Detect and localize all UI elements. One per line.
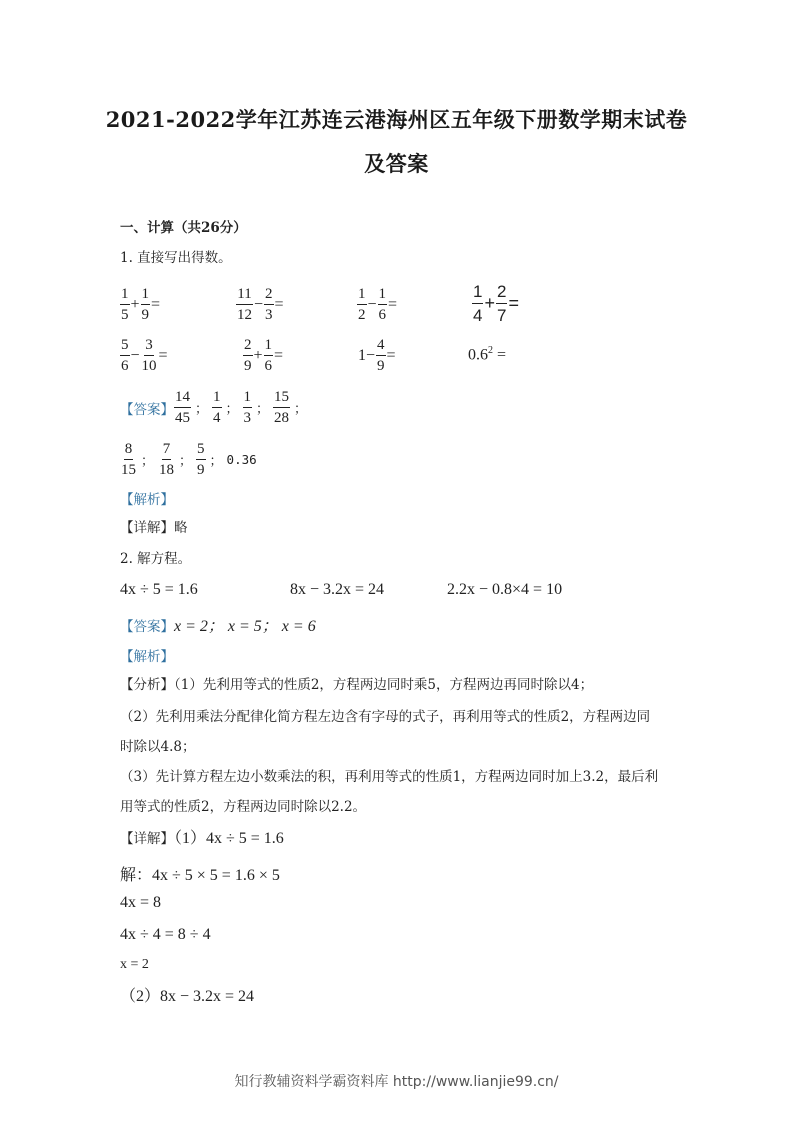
expr-1-2: $\frac{11}{12}$ − $\frac{2}{3}$ = [237,286,284,323]
fraction: $\frac{11}{12}$ [237,286,252,323]
expr-1-1: $\frac{1}{5}$ + $\frac{1}{9}$ = [121,286,161,323]
fenxi-line-3a: （3）先计算方程左边小数乘法的积，再利用等式的性质1，方程两边同时加上3.2，最后利 [120,769,659,785]
answer-fraction: $\frac{14}{45}$ [175,389,190,426]
answer-fraction: $\frac{5}{9}$ [197,441,205,478]
solution-step-2: 4x = 8 [120,894,162,911]
answer-line-1: 【答案】 $\frac{14}{45}$ ； $\frac{1}{4}$ ； $\frac{1}{3}$ ； $\frac{15}{28}$ ； [120,389,308,426]
fraction: $\frac{1}{5}$ [121,286,129,323]
page-title: 2021-2022学年江苏连云港海州区五年级下册数学期末试卷 [105,107,688,132]
answer-fraction: $\frac{15}{28}$ [274,389,290,426]
expr-2-1: $\frac{5}{6}$ − $\frac{3}{10}$ = [121,337,168,374]
fraction: $\frac{1}{6}$ [264,337,273,374]
detail-line-q2: 【详解】（1）4x ÷ 5 = 1.6 [120,830,284,847]
solution-step-1: 解：4x ÷ 5 × 5 = 1.6 × 5 [120,867,280,884]
fraction: $\frac{2}{9}$ [244,337,252,374]
solution-step-3: 4x ÷ 4 = 8 ÷ 4 [120,926,211,943]
page-title-line2: 及答案 [364,151,429,176]
analysis-tag: 【解析】 [120,649,174,665]
footer-link[interactable]: 知行教辅资料学霸资料库 http://www.lianjie99.cn/ [234,1074,559,1090]
equation-3: 2.2x − 0.8×4 = 10 [447,581,563,598]
answer-fraction: $\frac{1}{3}$ [243,389,252,426]
equation-2: 8x − 3.2x = 24 [290,581,385,598]
expr-1-3: $\frac{1}{2}$ − $\frac{1}{6}$ = [358,286,398,323]
expr-2-3: 1− $\frac{4}{9}$ = [358,337,396,374]
fraction: $\frac{1}{6}$ [378,286,387,323]
fenxi-line-1: 【分析】（1）先利用等式的性质2，方程两边同时乘5，方程两边再同时除以4； [120,677,594,693]
answer-fraction: $\frac{7}{18}$ [159,441,175,478]
expr-2-4: $0.6^2$ = [468,345,507,364]
analysis-tag: 【解析】 [120,492,174,508]
fraction: $\frac{1}{9}$ [141,286,150,323]
fraction: $\frac{1}{2}$ [358,286,366,323]
fraction: $\frac{5}{6}$ [121,337,129,374]
answer-fraction: $\frac{8}{15}$ [121,441,136,478]
fraction: $\frac{1}{4}$ [473,282,483,325]
detail-line: 【详解】略 [120,520,188,536]
answer-tag: 【答案】 [120,401,174,418]
answer-line-q2: 【答案】 x = 2； x = 5； x = 6 [120,613,316,636]
equation-1: 4x ÷ 5 = 1.6 [120,581,198,598]
answer-fraction: $\frac{1}{4}$ [213,389,221,426]
expr-2-2: $\frac{2}{9}$ + $\frac{1}{6}$ = [244,337,284,374]
question-2-label: 2. 解方程。 [120,551,192,567]
solution-step-4: x = 2 [120,957,149,972]
answer-tag: 【答案】 [120,618,174,635]
fraction: $\frac{2}{3}$ [265,286,273,323]
fenxi-line-2a: （2）先利用乘法分配律化简方程左边含有字母的式子，再利用等式的性质2，方程两边同 [120,709,651,725]
detail-line-q2-2: （2）8x − 3.2x = 24 [120,988,255,1005]
section-heading: 一、计算（共26分） [120,220,247,236]
fraction: $\frac{3}{10}$ [141,337,157,374]
fenxi-line-3b: 用等式的性质2，方程两边同时除以2.2。 [120,799,367,815]
fraction: $\frac{2}{7}$ [496,282,507,325]
fraction: $\frac{4}{9}$ [377,337,385,374]
expr-1-4: $\frac{1}{4}$ + $\frac{2}{7}$ = [473,282,519,325]
question-1-label: 1. 直接写出得数。 [120,250,232,266]
fenxi-line-2b: 时除以4.8； [120,739,196,755]
answer-line-2: $\frac{8}{15}$ ； $\frac{7}{18}$ ； $\frac{5}{9}$ ； 0.36 [121,441,257,478]
